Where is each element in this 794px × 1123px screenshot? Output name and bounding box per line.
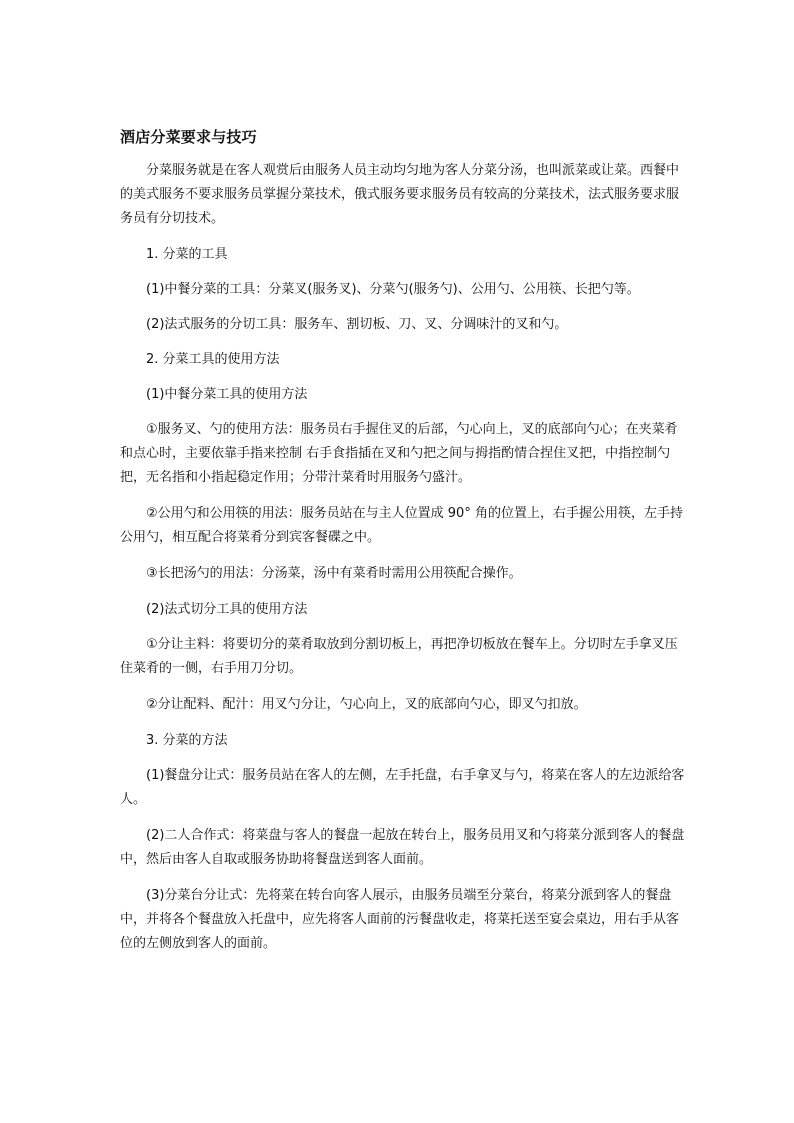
page-title: 酒店分菜要求与技巧 <box>120 128 257 146</box>
plate-service-paragraph: (1)餐盘分让式：服务员站在客人的左侧，左手托盘，右手拿叉与勺，将菜在客人的左边派给客人。 <box>120 768 685 807</box>
french-tools-item: (2)法式服务的分切工具：服务车、割切板、刀、叉、分调味汁的叉和勺。 <box>146 317 568 332</box>
chinese-usage-subheading: (1)中餐分菜工具的使用方法 <box>146 387 308 402</box>
section-heading-tools: 1. 分菜的工具 <box>146 247 228 262</box>
fork-spoon-usage-paragraph: ①服务叉、勺的使用方法：服务员右手握住叉的后部，勺心向上，叉的底部向勺心；在夹菜肴和点心时，主要依靠手指来控制 右手食指插在叉和勺把之间与拇指酌情合捏住叉把，中指控制勺把，无名指和小指起稳定作用；分带汁菜肴时用服务勺盛汁。 <box>120 422 678 485</box>
document-body <box>120 125 685 968</box>
public-spoon-chopsticks-paragraph: ②公用勺和公用筷的用法：服务员站在与主人位置成 90° 角的位置上，右手握公用筷，左手持公用勺，相互配合将菜肴分到宾客餐碟之中。 <box>120 506 683 545</box>
side-sauce-paragraph: ②分让配料、配汁：用叉勺分让，勺心向上，叉的底部向勺心，即叉勺扣放。 <box>146 697 587 712</box>
section-heading-usage: 2. 分菜工具的使用方法 <box>146 352 280 367</box>
section-heading-methods: 3. 分菜的方法 <box>146 733 228 748</box>
intro-paragraph: 分菜服务就是在客人观赏后由服务人员主动均匀地为客人分菜分汤，也叫派菜或让菜。西餐中的美式服务不要求服务员掌握分菜技术，俄式服务要求服务员有较高的分菜技术，法式服务要求服务员有分切技术。 <box>120 163 680 226</box>
long-soup-spoon-paragraph: ③长把汤勺的用法：分汤菜，汤中有菜肴时需用公用筷配合操作。 <box>146 566 522 581</box>
main-ingredient-paragraph: ①分让主料：将要切分的菜肴取放到分割切板上，再把净切板放在餐车上。分切时左手拿叉压住菜肴的一侧，右手用刀分切。 <box>120 637 678 676</box>
side-table-service-paragraph: (3)分菜台分让式：先将菜在转台向客人展示，由服务员端至分菜台，将菜分派到客人的餐盘中，并将各个餐盘放入托盘中，应先将客人面前的污餐盘收走，将菜托送至宴会桌边，用右手从客位的左侧放到客人的面前。 <box>120 888 680 951</box>
french-usage-subheading: (2)法式切分工具的使用方法 <box>146 602 308 617</box>
two-person-service-paragraph: (2)二人合作式：将菜盘与客人的餐盘一起放在转台上，服务员用叉和勺将菜分派到客人的餐盘中，然后由客人自取或服务协助将餐盘送到客人面前。 <box>120 828 685 867</box>
chinese-tools-item: (1)中餐分菜的工具：分菜叉(服务叉)、分菜勺(服务勺)、公用勺、公用筷、长把勺等。 <box>146 282 640 297</box>
